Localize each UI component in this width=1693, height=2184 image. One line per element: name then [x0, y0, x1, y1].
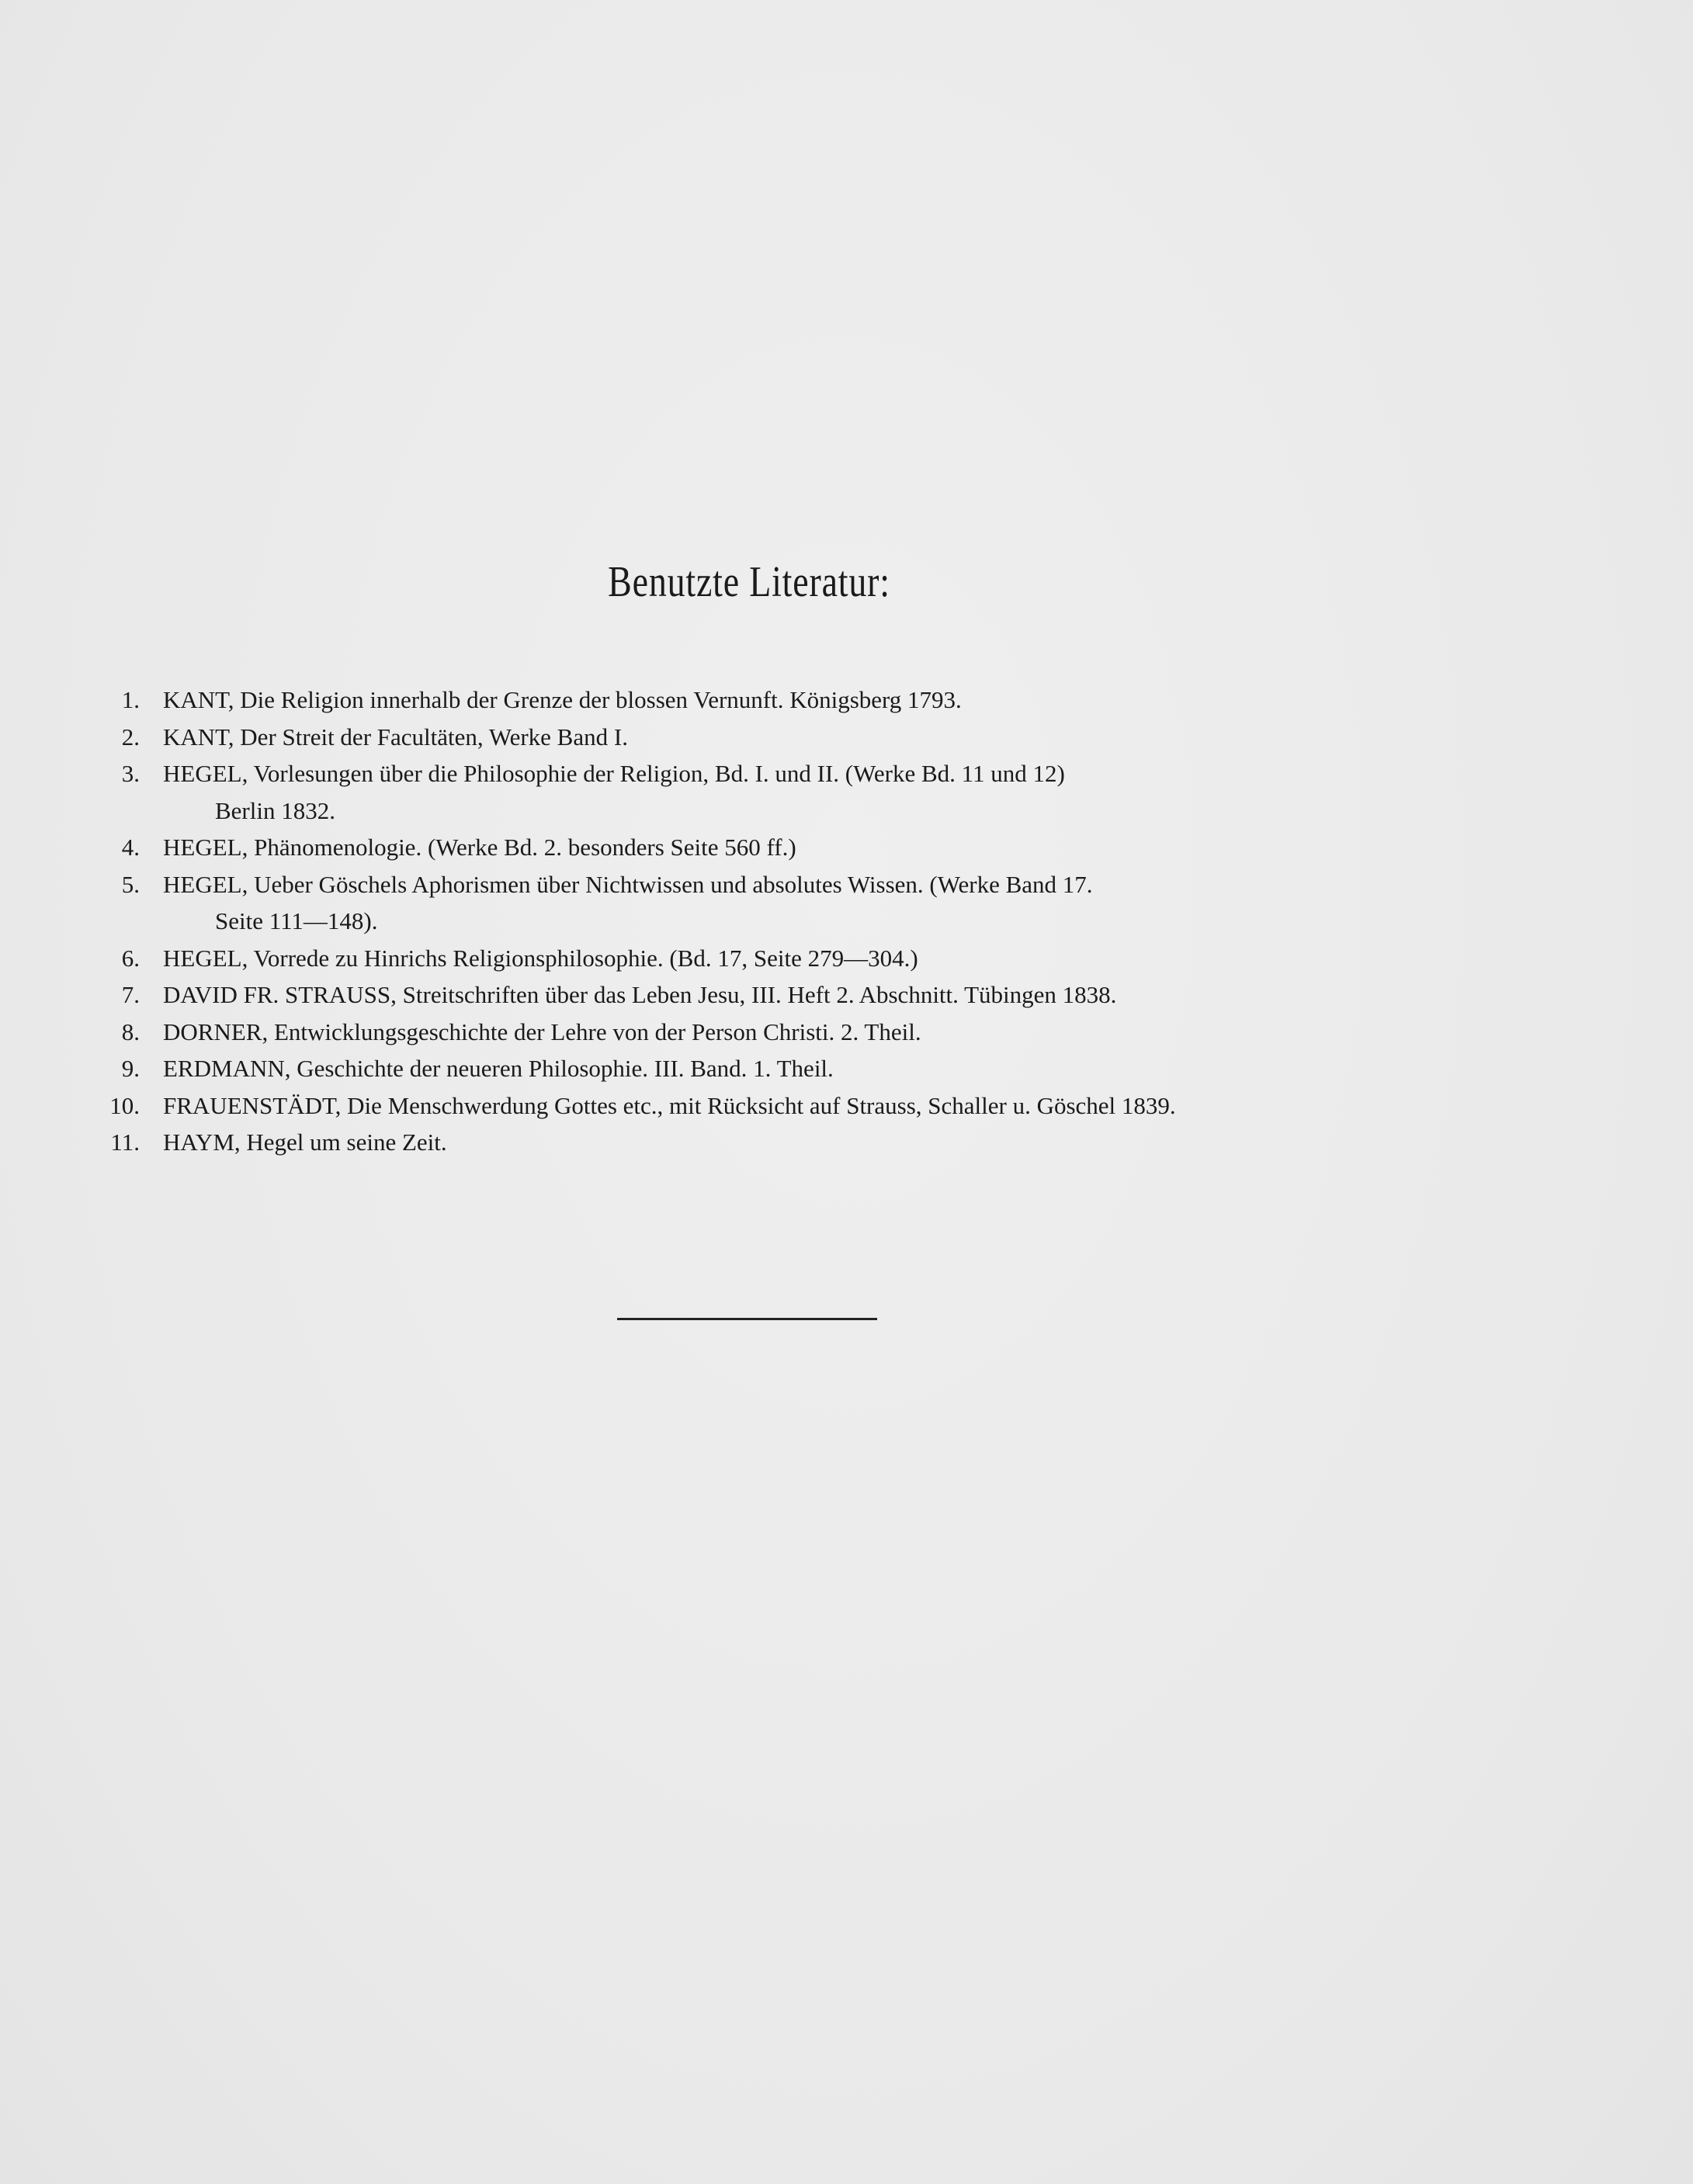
- entry-text: HEGEL, Ueber Göschels Aphorismen über Nichtwissen und absolutes Wissen. (Werke Band 17.: [163, 870, 1093, 898]
- bibliography-entry: [93, 681, 1397, 719]
- bibliography-entry: [93, 829, 1397, 866]
- page-title: Benutzte Literatur:: [608, 558, 890, 606]
- horizontal-rule: [617, 1318, 877, 1320]
- entry-continuation: Seite 111—148).: [215, 907, 378, 934]
- entry-number: 2.: [121, 723, 140, 751]
- bibliography-entry: [93, 719, 1397, 756]
- entry-number: 5.: [121, 870, 140, 898]
- entry-number: 3.: [121, 760, 140, 787]
- entry-number: 9.: [121, 1055, 140, 1082]
- entry-text: DORNER, Entwicklungsgeschichte der Lehre von der Person Christi. 2. Theil.: [163, 1017, 921, 1045]
- bibliography-list: [93, 681, 1397, 1161]
- bibliography-entry: [93, 755, 1397, 792]
- bibliography-entry: [93, 940, 1397, 977]
- entry-text: HAYM, Hegel um seine Zeit.: [163, 1128, 447, 1156]
- entry-text: FRAUENSTÄDT, Die Menschwerdung Gottes etc., mit Rücksicht auf Strauss, Schaller u. Göschel 1839.: [163, 1091, 1176, 1119]
- bibliography-entry: [93, 1014, 1397, 1051]
- entry-number: 1.: [121, 686, 140, 713]
- bibliography-entry: [93, 1087, 1397, 1125]
- bibliography-entry: [93, 1050, 1397, 1087]
- entry-number: 11.: [110, 1128, 140, 1156]
- entry-continuation: Berlin 1832.: [215, 796, 335, 824]
- entry-text: DAVID FR. STRAUSS, Streitschriften über das Leben Jesu, III. Heft 2. Abschnitt. Tübingen 1838.: [163, 981, 1117, 1008]
- entry-number: 4.: [121, 834, 140, 861]
- entry-text: HEGEL, Vorrede zu Hinrichs Religionsphilosophie. (Bd. 17, Seite 279—304.): [163, 944, 918, 972]
- entry-text: KANT, Die Religion innerhalb der Grenze der blossen Vernunft. Königsberg 1793.: [163, 686, 962, 713]
- entry-text: HEGEL, Vorlesungen über die Philosophie der Religion, Bd. I. und II. (Werke Bd. 11 und 12): [163, 760, 1065, 787]
- entry-text: HEGEL, Phänomenologie. (Werke Bd. 2. besonders Seite 560 ff.): [163, 834, 796, 861]
- bibliography-entry: [93, 866, 1397, 903]
- entry-text: KANT, Der Streit der Facultäten, Werke Band I.: [163, 723, 628, 751]
- entry-number: 8.: [121, 1017, 140, 1045]
- entry-number: 7.: [121, 981, 140, 1008]
- entry-number: 6.: [121, 944, 140, 972]
- bibliography-entry: [93, 976, 1397, 1014]
- entry-text: ERDMANN, Geschichte der neueren Philosophie. III. Band. 1. Theil.: [163, 1055, 834, 1082]
- bibliography-entry: [93, 1124, 1397, 1161]
- entry-number: 10.: [109, 1091, 140, 1119]
